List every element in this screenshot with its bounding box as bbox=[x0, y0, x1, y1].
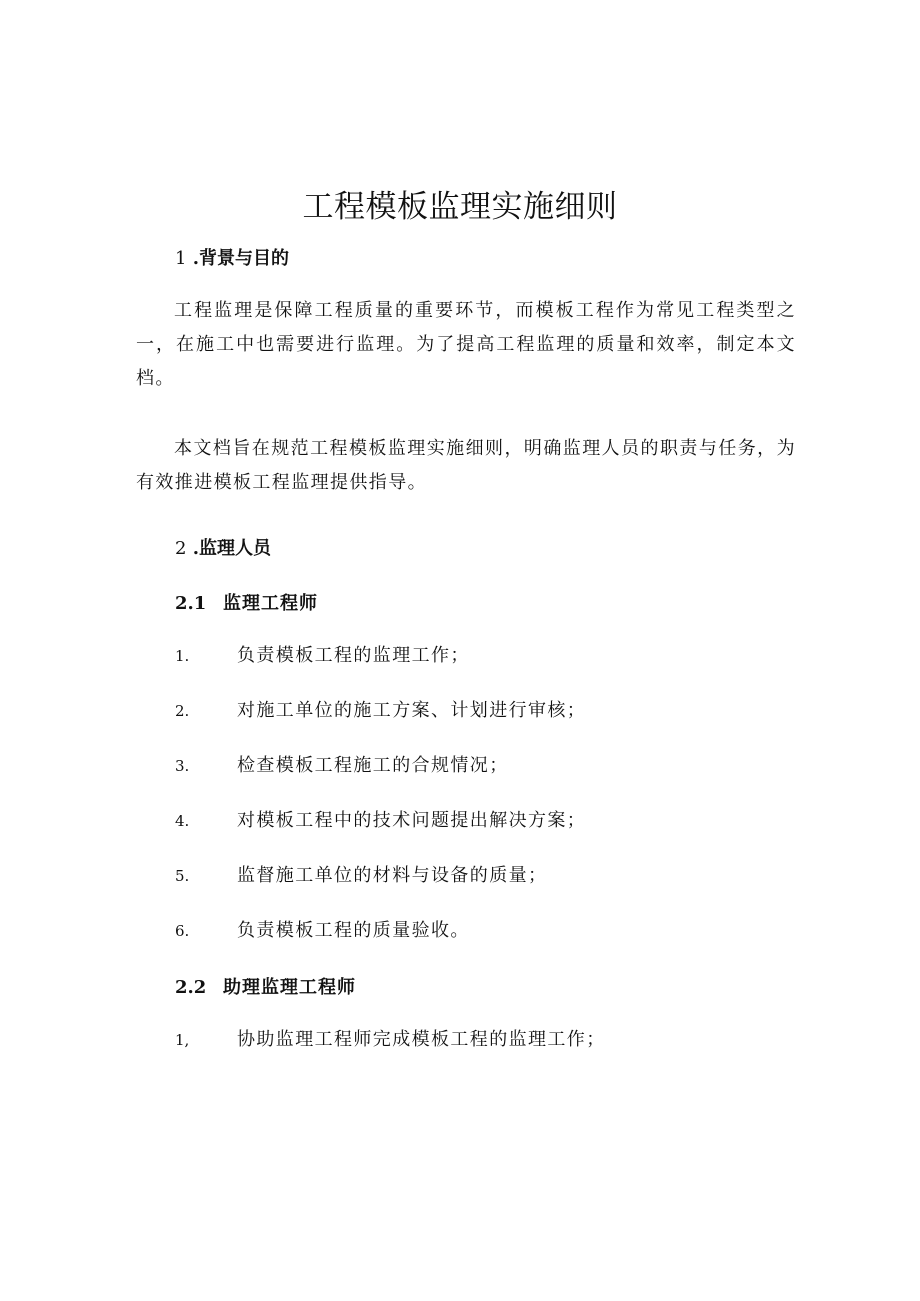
list-item bbox=[175, 698, 586, 724]
list-item-number: 3. bbox=[175, 757, 190, 775]
paragraph: 本文档旨在规范工程模板监理实施细则，明确监理人员的职责与任务，为有效推进模板工程监理提供指导。 bbox=[136, 438, 796, 493]
document-title: 工程模板监理实施细则 bbox=[302, 189, 618, 225]
list-item-text: 对施工单位的施工方案、计划进行审核； bbox=[237, 700, 587, 721]
list-item-text: 负责模板工程的质量验收。 bbox=[237, 920, 470, 941]
list-item bbox=[175, 1027, 606, 1053]
list-item-number: 6. bbox=[175, 922, 190, 940]
section-number: 1 bbox=[175, 248, 187, 269]
list-item-number: 1. bbox=[175, 647, 190, 665]
section-title: .监理人员 bbox=[192, 538, 272, 559]
subsection-number: 2.2 bbox=[175, 977, 207, 998]
list-item-text: 监督施工单位的材料与设备的质量； bbox=[237, 865, 548, 886]
list-item bbox=[175, 643, 470, 669]
list-item-number: 5. bbox=[175, 867, 190, 885]
list-item bbox=[175, 918, 470, 944]
subsection-heading-assistant bbox=[175, 975, 356, 1001]
subsection-number: 2.1 bbox=[175, 593, 207, 614]
section-number: 2 bbox=[175, 538, 187, 559]
subsection-title: 监理工程师 bbox=[223, 593, 318, 614]
section-heading-background bbox=[175, 246, 289, 272]
list-item bbox=[175, 863, 547, 889]
list-item-text: 检查模板工程施工的合规情况； bbox=[237, 755, 509, 776]
subsection-heading-engineer bbox=[175, 591, 318, 617]
section-title: .背景与目的 bbox=[192, 248, 290, 269]
list-item-text: 负责模板工程的监理工作； bbox=[237, 645, 470, 666]
list-item-text: 协助监理工程师完成模板工程的监理工作； bbox=[237, 1029, 606, 1050]
list-item bbox=[175, 753, 509, 779]
paragraph: 工程监理是保障工程质量的重要环节，而模板工程作为常见工程类型之一，在施工中也需要进行监理。为了提高工程监理的质量和效率，制定本文档。 bbox=[136, 300, 796, 389]
list-item-text: 对模板工程中的技术问题提出解决方案； bbox=[237, 810, 587, 831]
list-item-number: 4. bbox=[175, 812, 190, 830]
list-item-number: 2. bbox=[175, 702, 190, 720]
list-item-number: 1, bbox=[175, 1031, 190, 1049]
subsection-title: 助理监理工程师 bbox=[223, 977, 356, 998]
section-heading-personnel bbox=[175, 536, 271, 562]
list-item bbox=[175, 808, 586, 834]
